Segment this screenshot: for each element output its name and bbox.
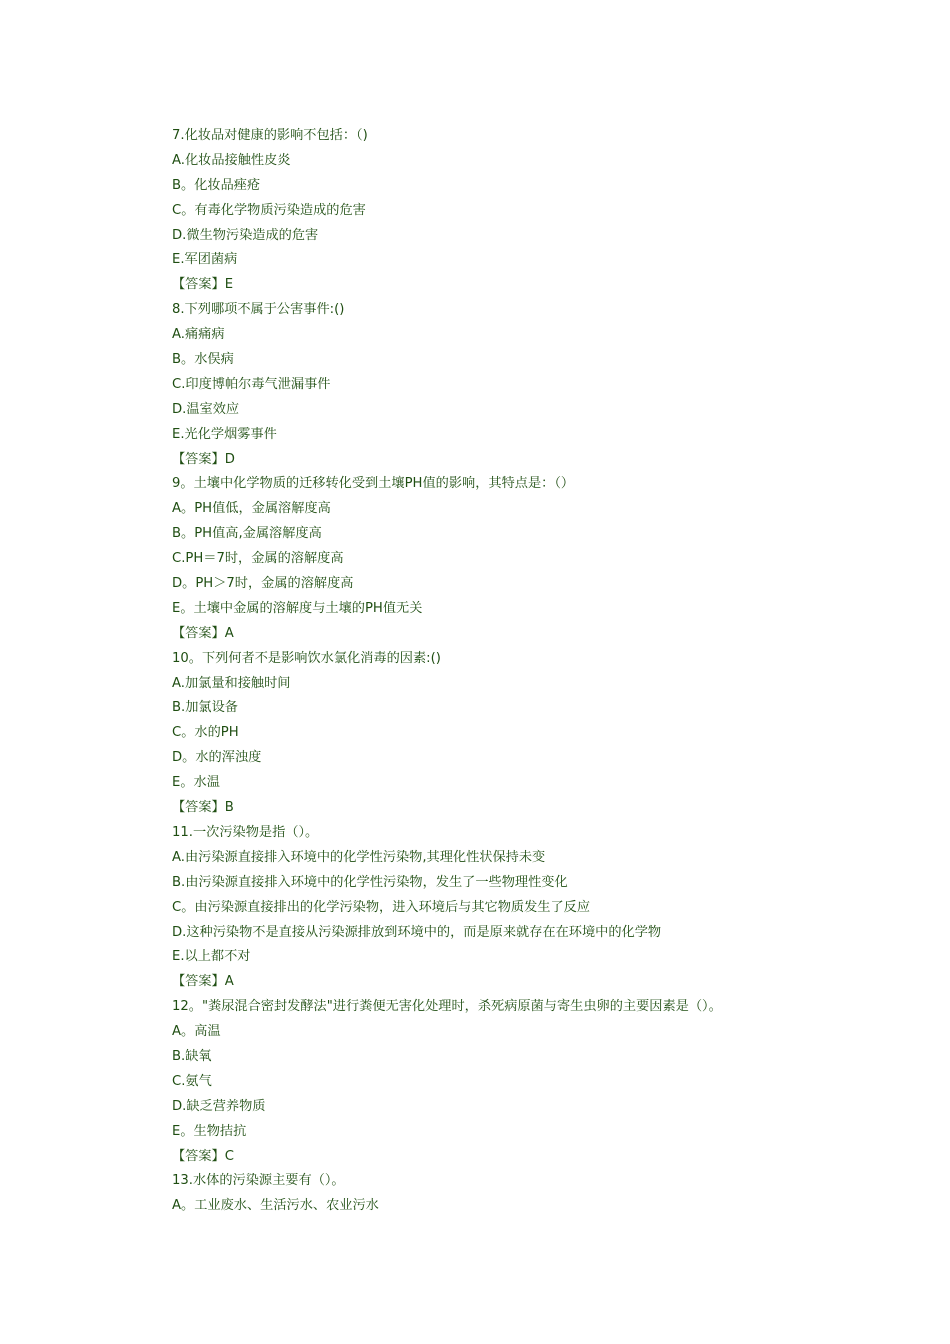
- option-line: C.氨气: [172, 1073, 212, 1089]
- question-line: 8.下列哪项不属于公害事件:(): [172, 302, 345, 318]
- answer-line: 【答案】A: [172, 974, 234, 990]
- option-line: A.由污染源直接排入环境中的化学性污染物,其理化性状保持未变: [172, 849, 546, 865]
- option-line: D.这种污染物不是直接从污染源排放到环境中的，而是原来就存在在环境中的化学物: [172, 924, 662, 940]
- option-line: E.军团菌病: [172, 252, 238, 268]
- option-line: A.化妆品接触性皮炎: [172, 152, 291, 168]
- option-line: E。土壤中金属的溶解度与土壤的PH值无关: [172, 600, 423, 616]
- option-line: C。水的PH: [172, 725, 239, 741]
- option-line: C.印度博帕尔毒气泄漏事件: [172, 376, 331, 392]
- question-line: 13.水体的污染源主要有（）。: [172, 1173, 345, 1189]
- option-line: E.光化学烟雾事件: [172, 426, 277, 442]
- option-line: A。高温: [172, 1024, 221, 1040]
- question-line: 11.一次污染物是指（）。: [172, 824, 319, 840]
- option-line: B.缺氧: [172, 1048, 212, 1064]
- option-line: D.温室效应: [172, 401, 240, 417]
- option-line: B.加氯设备: [172, 700, 238, 716]
- option-line: A.加氯量和接触时间: [172, 675, 291, 691]
- option-line: D.微生物污染造成的危害: [172, 227, 319, 243]
- option-line: B。PH值高,金属溶解度高: [172, 526, 322, 542]
- answer-line: 【答案】A: [172, 625, 234, 641]
- answer-line: 【答案】B: [172, 800, 234, 816]
- answer-line: 【答案】C: [172, 1148, 234, 1164]
- option-line: B。化妆品痤疮: [172, 177, 261, 193]
- option-line: A.痛痛病: [172, 327, 225, 343]
- answer-line: 【答案】D: [172, 451, 235, 467]
- option-line: B。水俣病: [172, 352, 234, 368]
- option-line: A。PH值低，金属溶解度高: [172, 501, 331, 517]
- question-line: 9。土壤中化学物质的迁移转化受到土壤PH值的影响，其特点是：（）: [172, 476, 575, 492]
- option-line: E.以上都不对: [172, 949, 251, 965]
- option-line: C。由污染源直接排出的化学污染物，进入环境后与其它物质发生了反应: [172, 899, 591, 915]
- option-line: B.由污染源直接排入环境中的化学性污染物，发生了一些物理性变化: [172, 874, 568, 890]
- option-line: D。PH＞7时，金属的溶解度高: [172, 576, 354, 592]
- option-line: E。生物拮抗: [172, 1123, 247, 1139]
- option-line: C.PH＝7时，金属的溶解度高: [172, 551, 344, 567]
- option-line: D.缺乏营养物质: [172, 1098, 266, 1114]
- question-line: 7.化妆品对健康的影响不包括：（): [172, 128, 368, 143]
- option-line: E。水温: [172, 775, 220, 791]
- question-line: 12。"粪尿混合密封发酵法"进行粪便无害化处理时，杀死病原菌与寄生虫卵的主要因素是（）。: [172, 999, 722, 1015]
- answer-line: 【答案】E: [172, 277, 234, 293]
- option-line: C。有毒化学物质污染造成的危害: [172, 202, 366, 218]
- question-line: 10。下列何者不是影响饮水氯化消毒的因素:(): [172, 650, 441, 666]
- option-line: D。水的浑浊度: [172, 750, 262, 766]
- option-line: A。工业废水、生活污水、农业污水: [172, 1198, 379, 1214]
- document-body: [172, 124, 892, 1219]
